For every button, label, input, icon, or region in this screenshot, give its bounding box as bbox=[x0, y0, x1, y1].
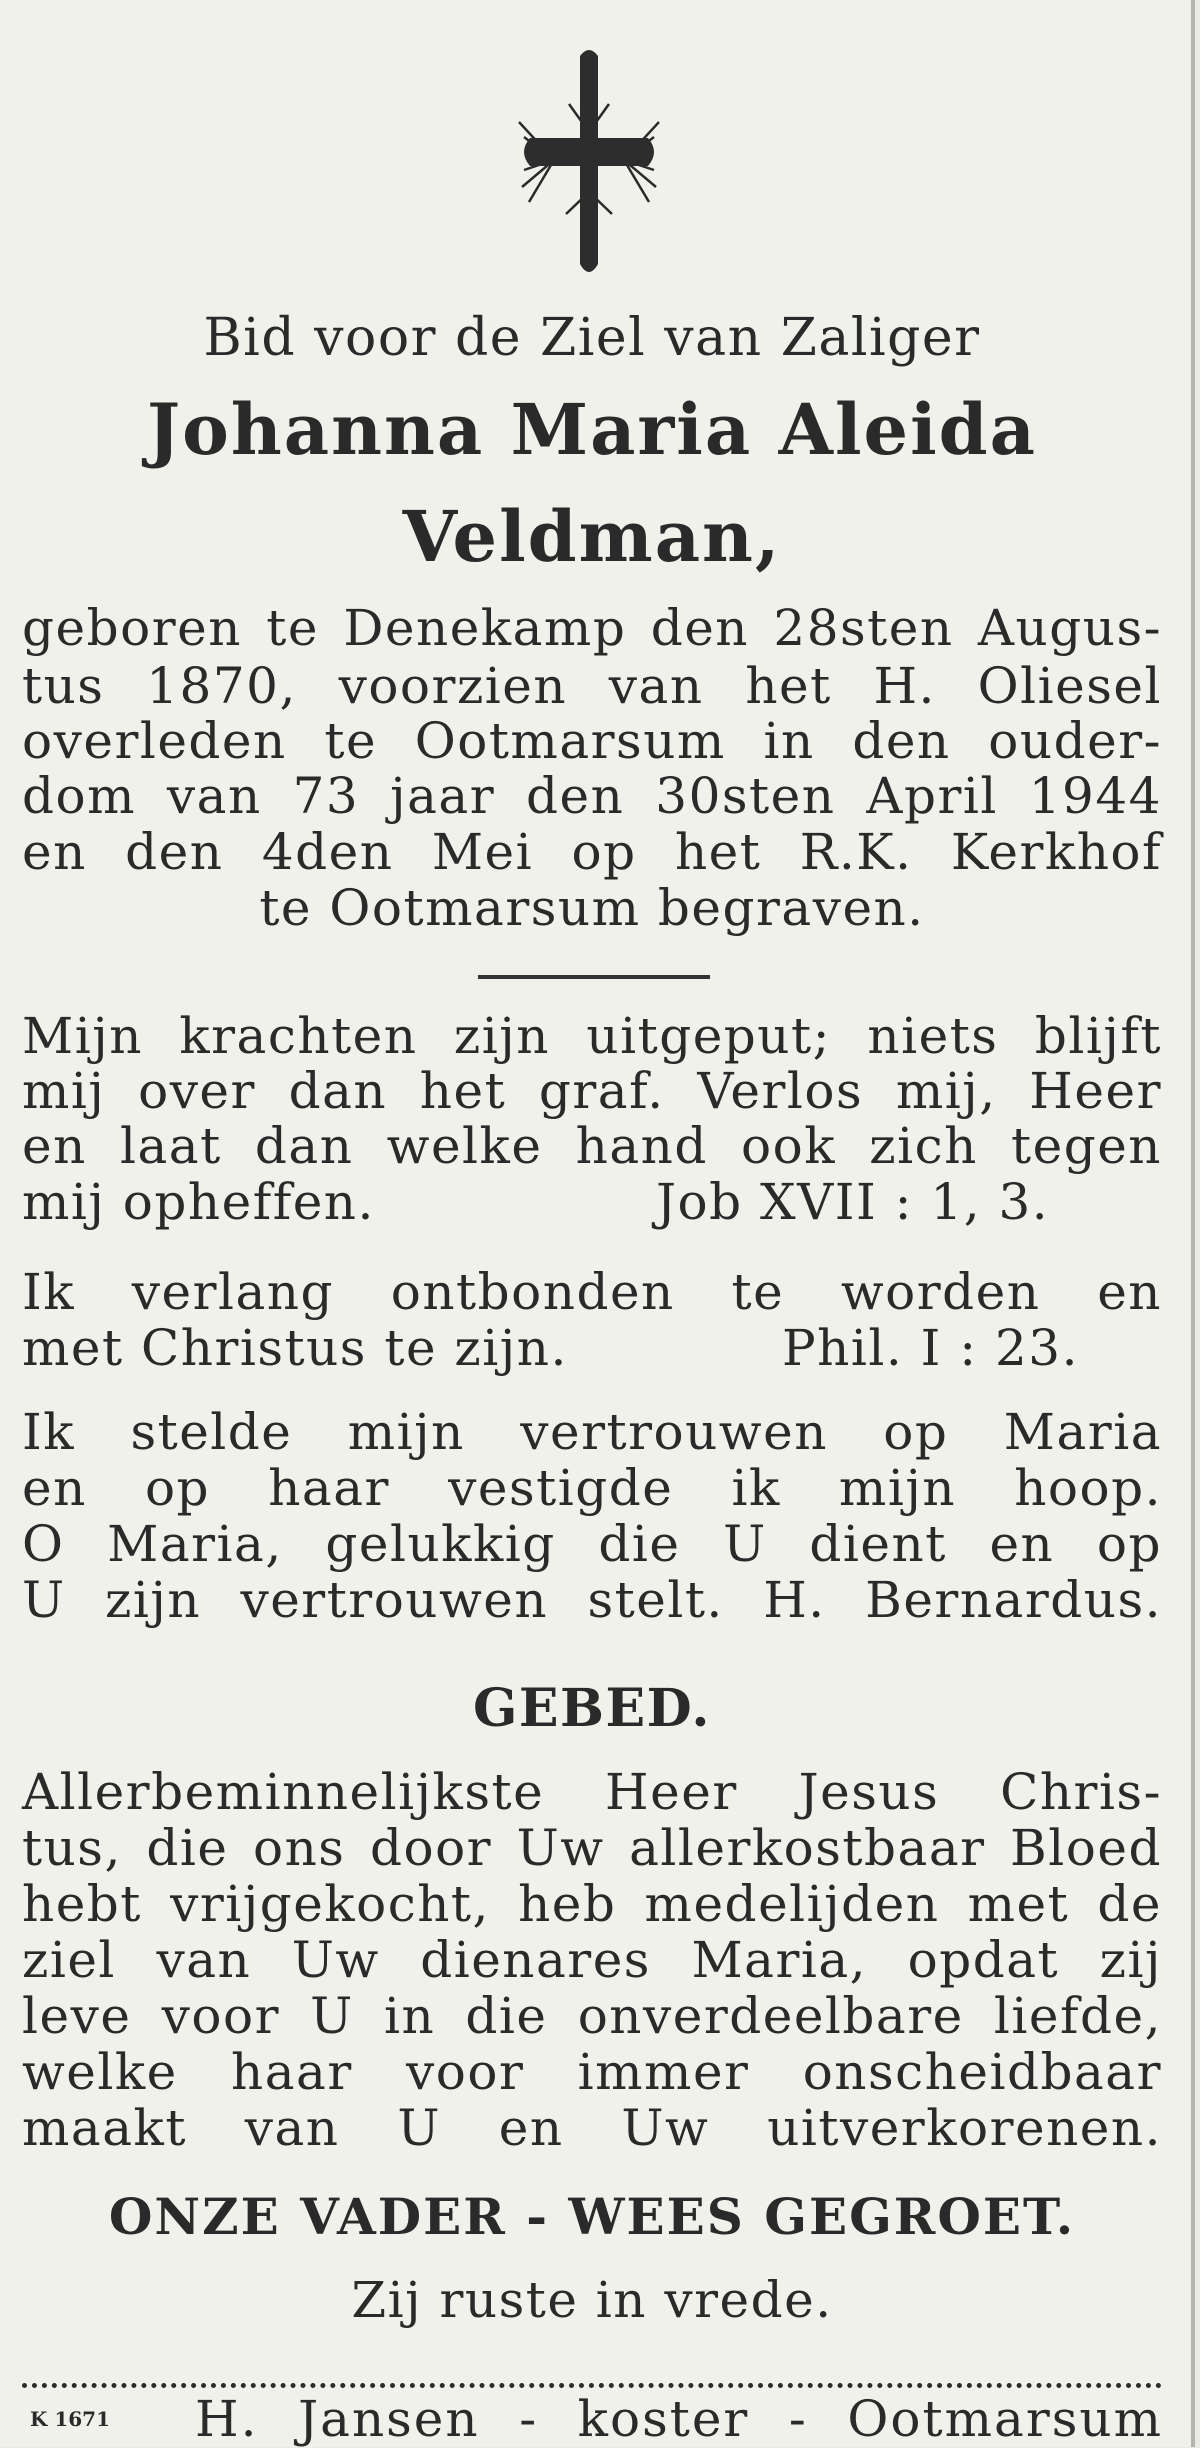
scripture-reference: Job XVII : 1, 3. bbox=[656, 1173, 1050, 1231]
prayer-title: GEBED. bbox=[473, 1678, 711, 1739]
prayer-line: leve voor U in die onverdeelbare liefde, bbox=[22, 1987, 1162, 2045]
quote-line: mij opheffen. bbox=[22, 1173, 375, 1231]
print-code: K 1671 bbox=[30, 2407, 111, 2431]
prayer-line: welke haar voor immer onscheidbaar bbox=[22, 2043, 1162, 2101]
deceased-name-line-1: Johanna Maria Aleida bbox=[147, 388, 1037, 471]
cross-icon bbox=[514, 42, 664, 282]
quote-line: met Christus te zijn. bbox=[22, 1319, 568, 1377]
printer-line: H. Jansen - koster - Ootmarsum bbox=[195, 2390, 1163, 2448]
quote-line: Mijn krachten zijn uitgeput; niets blijft bbox=[22, 1007, 1162, 1065]
prayers-line: ONZE VADER - WEES GEGROET. bbox=[108, 2187, 1076, 2246]
scripture-reference: Phil. I : 23. bbox=[782, 1319, 1080, 1377]
biography-line: overleden te Ootmarsum in den ouder- bbox=[22, 712, 1162, 770]
biography-line: tus 1870, voorzien van het H. Oliesel bbox=[22, 657, 1162, 715]
footer-divider bbox=[22, 2383, 1162, 2388]
invocation-line: Bid voor de Ziel van Zaliger bbox=[203, 308, 981, 368]
prayer-line: maakt van U en Uw uitverkorenen. bbox=[22, 2099, 1162, 2157]
quote-line: U zijn vertrouwen stelt. H. Bernardus. bbox=[22, 1571, 1162, 1629]
biography-line: geboren te Denekamp den 28sten Augus- bbox=[22, 599, 1162, 657]
prayer-line: ziel van Uw dienares Maria, opdat zij bbox=[22, 1931, 1162, 1989]
prayer-line: Allerbeminnelijkste Heer Jesus Chris- bbox=[22, 1763, 1162, 1821]
quote-line: en laat dan welke hand ook zich tegen bbox=[22, 1117, 1162, 1175]
closing-line: Zij ruste in vrede. bbox=[351, 2271, 833, 2329]
biography-line: dom van 73 jaar den 30sten April 1944 bbox=[22, 767, 1162, 825]
prayer-line: tus, die ons door Uw allerkostbaar Bloed bbox=[22, 1819, 1162, 1877]
quote-line: Ik verlang ontbonden te worden en bbox=[22, 1263, 1162, 1321]
quote-line: en op haar vestigde ik mijn hoop. bbox=[22, 1459, 1162, 1517]
quote-line: O Maria, gelukkig die U dient en op bbox=[22, 1515, 1162, 1573]
prayer-line: hebt vrijgekocht, heb medelijden met de bbox=[22, 1875, 1162, 1933]
biography-line: en den 4den Mei op het R.K. Kerkhof bbox=[22, 823, 1162, 881]
divider bbox=[478, 975, 710, 979]
quote-line: Ik stelde mijn vertrouwen op Maria bbox=[22, 1403, 1162, 1461]
deceased-name-line-2: Veldman, bbox=[402, 495, 782, 578]
quote-line: mij over dan het graf. Verlos mij, Heer bbox=[22, 1062, 1162, 1120]
biography-line: te Ootmarsum begraven. bbox=[259, 879, 925, 937]
